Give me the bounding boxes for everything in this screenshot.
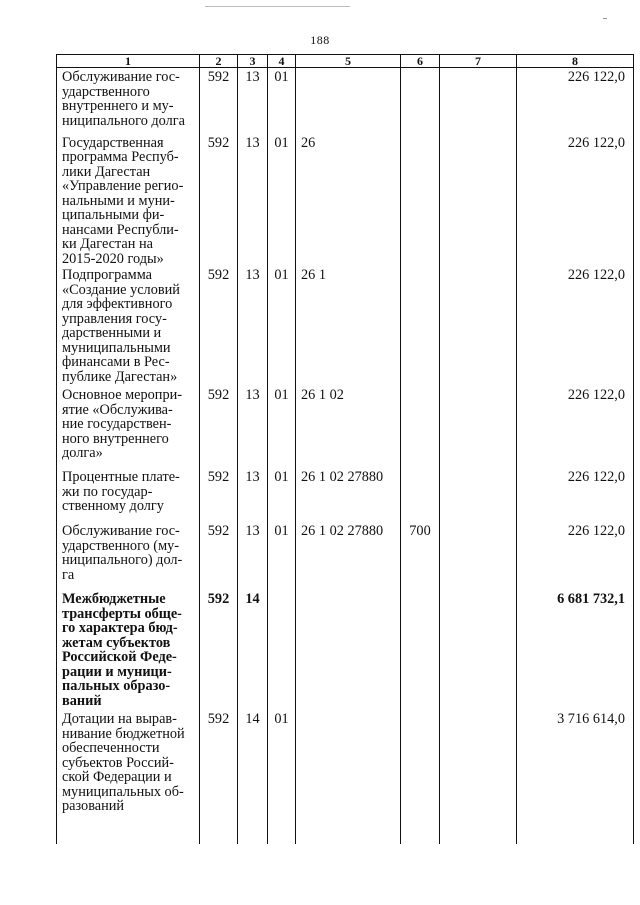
row-target-article-code: 26 1 bbox=[296, 266, 401, 386]
header-col-8: 8 bbox=[517, 55, 634, 68]
row-name-line: «Управление регио- bbox=[62, 178, 184, 194]
row-name-line: га bbox=[62, 566, 75, 583]
row-ministry-code: 592 bbox=[200, 468, 238, 522]
row-col-7 bbox=[440, 266, 517, 386]
row-subsection-code: 01 bbox=[268, 266, 296, 386]
row-ministry-code: 592 bbox=[200, 590, 238, 710]
page-number: 188 bbox=[310, 33, 330, 47]
row-name-line: долга» bbox=[62, 445, 103, 461]
row-ministry-code: 592 bbox=[200, 386, 238, 468]
row-subsection-code: 01 bbox=[268, 468, 296, 522]
row-name-line: Подпрограмма bbox=[62, 267, 152, 283]
row-name bbox=[57, 134, 200, 267]
row-name-line: ваний bbox=[62, 692, 102, 709]
row-name-line: трансферты обще- bbox=[62, 605, 182, 622]
table-row bbox=[57, 522, 634, 590]
row-ministry-code: 592 bbox=[200, 522, 238, 590]
row-name-line: ударственного bbox=[62, 83, 150, 100]
row-name-line: Государственная bbox=[62, 134, 164, 151]
row-section-code: 13 bbox=[238, 68, 268, 134]
row-name-line: обеспеченности bbox=[62, 740, 160, 756]
header-col-4: 4 bbox=[268, 55, 296, 68]
row-amount: 6 681 732,1 bbox=[517, 590, 634, 710]
row-amount: 226 122,0 bbox=[517, 134, 634, 267]
table-row bbox=[57, 134, 634, 267]
table-row bbox=[57, 266, 634, 386]
row-amount: 226 122,0 bbox=[517, 386, 634, 468]
row-name bbox=[57, 68, 200, 134]
row-section-code: 13 bbox=[238, 468, 268, 522]
row-subsection-code: 01 bbox=[268, 68, 296, 134]
row-target-article-code: 26 1 02 27880 bbox=[296, 468, 401, 522]
row-name bbox=[57, 522, 200, 590]
row-name-line: для эффективного bbox=[62, 296, 173, 312]
row-name bbox=[57, 468, 200, 522]
row-expense-type-code bbox=[401, 590, 440, 710]
row-amount: 226 122,0 bbox=[517, 68, 634, 134]
row-name-line: нансами Республи- bbox=[62, 221, 179, 238]
row-name-line: ниципального) дол- bbox=[62, 552, 183, 568]
row-name-line: нивание бюджетной bbox=[62, 725, 185, 742]
table-header bbox=[57, 55, 634, 68]
row-ministry-code: 592 bbox=[200, 710, 238, 844]
row-expense-type-code: 700 bbox=[401, 522, 440, 590]
row-name-line: нальными и муни- bbox=[62, 192, 175, 209]
row-col-7 bbox=[440, 386, 517, 468]
row-name-line: разований bbox=[62, 798, 125, 814]
row-amount: 226 122,0 bbox=[517, 468, 634, 522]
row-name-line: финансами в Рес- bbox=[62, 354, 170, 370]
row-expense-type-code bbox=[401, 710, 440, 844]
row-name-line: жетам субъектов bbox=[62, 634, 171, 651]
row-col-7 bbox=[440, 522, 517, 590]
corner-scan-mark bbox=[603, 18, 607, 19]
row-expense-type-code bbox=[401, 134, 440, 267]
row-name-line: Российской Феде- bbox=[62, 649, 177, 665]
row-target-article-code: 26 1 02 bbox=[296, 386, 401, 468]
row-name-line: программа Респуб- bbox=[62, 149, 179, 165]
row-amount: 226 122,0 bbox=[517, 522, 634, 590]
table-row bbox=[57, 710, 634, 844]
row-name bbox=[57, 590, 200, 710]
row-target-article-code: 26 bbox=[296, 134, 401, 267]
table-body bbox=[57, 68, 634, 845]
row-ministry-code: 592 bbox=[200, 266, 238, 386]
row-name-line: ного внутреннего bbox=[62, 430, 169, 447]
row-col-7 bbox=[440, 134, 517, 267]
row-col-7 bbox=[440, 68, 517, 134]
row-name bbox=[57, 266, 200, 386]
header-col-5: 5 bbox=[296, 55, 401, 68]
row-name-line: Основное меропри- bbox=[62, 387, 183, 403]
row-name-line: муниципальных об- bbox=[62, 783, 184, 800]
row-name-line: «Создание условий bbox=[62, 281, 180, 298]
row-section-code: 13 bbox=[238, 266, 268, 386]
row-expense-type-code bbox=[401, 68, 440, 134]
row-name bbox=[57, 710, 200, 844]
row-col-7 bbox=[440, 710, 517, 844]
header-col-3: 3 bbox=[238, 55, 268, 68]
row-name-line: го характера бюд- bbox=[62, 620, 178, 636]
row-subsection-code: 01 bbox=[268, 386, 296, 468]
row-subsection-code: 01 bbox=[268, 134, 296, 267]
header-col-6: 6 bbox=[401, 55, 440, 68]
header-row bbox=[57, 55, 634, 68]
row-name-line: ятие «Обслужива- bbox=[62, 401, 173, 418]
row-expense-type-code bbox=[401, 468, 440, 522]
table-row bbox=[57, 590, 634, 710]
row-name-line: Процентные плате- bbox=[62, 469, 180, 485]
table-row bbox=[57, 468, 634, 522]
row-name bbox=[57, 386, 200, 468]
row-name-line: внутреннего и му- bbox=[62, 98, 174, 114]
row-name-line: ки Дагестан на bbox=[62, 236, 153, 252]
row-expense-type-code bbox=[401, 266, 440, 386]
row-subsection-code bbox=[268, 590, 296, 710]
row-section-code: 13 bbox=[238, 386, 268, 468]
table-row bbox=[57, 386, 634, 468]
row-name-line: управления госу- bbox=[62, 310, 167, 327]
budget-table bbox=[56, 54, 634, 844]
row-expense-type-code bbox=[401, 386, 440, 468]
top-scan-rule bbox=[205, 6, 350, 7]
row-name-line: публике Дагестан» bbox=[62, 368, 178, 385]
table-row bbox=[57, 68, 634, 134]
row-section-code: 14 bbox=[238, 590, 268, 710]
row-name-line: ственному долгу bbox=[62, 498, 164, 514]
row-col-7 bbox=[440, 590, 517, 710]
row-section-code: 13 bbox=[238, 134, 268, 267]
row-name-line: пальных образо- bbox=[62, 678, 171, 694]
row-target-article-code bbox=[296, 68, 401, 134]
header-col-2: 2 bbox=[200, 55, 238, 68]
row-section-code: 13 bbox=[238, 522, 268, 590]
row-subsection-code: 01 bbox=[268, 710, 296, 844]
row-name-line: рации и муници- bbox=[62, 663, 172, 680]
row-name-line: дарственными и bbox=[62, 325, 162, 341]
row-name-line: ние государствен- bbox=[62, 416, 172, 432]
row-name-line: 2015-2020 годы» bbox=[62, 250, 164, 267]
row-name-line: Обслуживание гос- bbox=[62, 69, 180, 85]
row-name-line: жи по государ- bbox=[62, 483, 153, 500]
header-col-1: 1 bbox=[57, 55, 200, 68]
row-name-line: ской Федерации и bbox=[62, 769, 172, 785]
row-target-article-code bbox=[296, 590, 401, 710]
row-col-7 bbox=[440, 468, 517, 522]
row-name-line: Межбюджетные bbox=[62, 591, 166, 607]
row-subsection-code: 01 bbox=[268, 522, 296, 590]
row-ministry-code: 592 bbox=[200, 68, 238, 134]
row-target-article-code bbox=[296, 710, 401, 844]
row-name-line: субъектов Россий- bbox=[62, 754, 174, 771]
row-amount: 226 122,0 bbox=[517, 266, 634, 386]
row-target-article-code: 26 1 02 27880 bbox=[296, 522, 401, 590]
row-name-line: ниципального долга bbox=[62, 112, 185, 129]
row-name-line: ципальными фи- bbox=[62, 207, 165, 223]
row-section-code: 14 bbox=[238, 710, 268, 844]
row-amount: 3 716 614,0 bbox=[517, 710, 634, 844]
row-name-line: Обслуживание гос- bbox=[62, 523, 180, 539]
header-col-7: 7 bbox=[440, 55, 517, 68]
row-ministry-code: 592 bbox=[200, 134, 238, 267]
row-name-line: муниципальными bbox=[62, 339, 171, 356]
row-name-line: лики Дагестан bbox=[62, 163, 151, 180]
row-name-line: ударственного (му- bbox=[62, 537, 180, 554]
row-name-line: Дотации на вырав- bbox=[62, 711, 177, 727]
